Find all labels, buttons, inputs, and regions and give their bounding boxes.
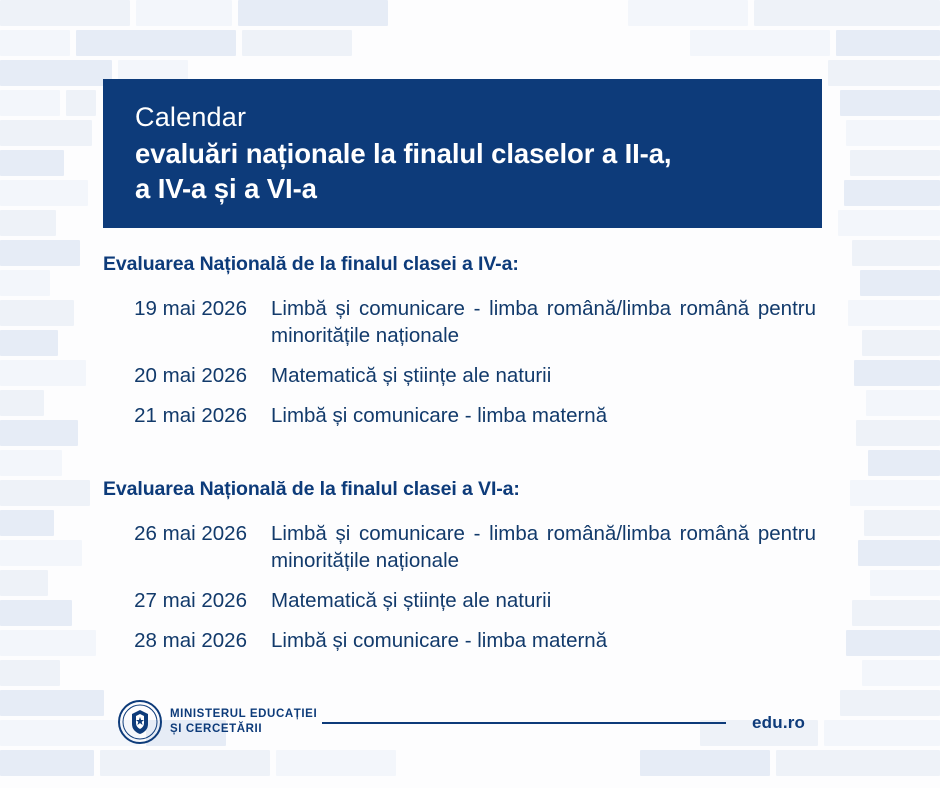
ministry-name xyxy=(170,707,317,738)
website-label[interactable]: edu.ro xyxy=(752,713,806,732)
schedule-row xyxy=(103,295,883,349)
section-clasa-iv xyxy=(103,253,883,429)
banner-title-small: Calendar xyxy=(135,102,247,132)
section-clasa-vi xyxy=(103,478,883,654)
schedule-row xyxy=(103,627,883,654)
exam-date: 26 mai 2026 xyxy=(134,522,247,545)
exam-date: 27 mai 2026 xyxy=(134,589,247,613)
schedule-row xyxy=(103,362,883,389)
exam-subject: Matematică și științe ale naturii xyxy=(271,364,552,388)
exam-subject: Limbă și comunicare - limba română/limba română pentru minoritățile naționale xyxy=(271,297,816,348)
exam-date: 28 mai 2026 xyxy=(134,629,247,653)
schedule-row xyxy=(103,587,883,614)
ministry-name-line2: ȘI CERCETĂRII xyxy=(170,723,263,736)
schedule-list xyxy=(103,295,883,429)
footer xyxy=(0,697,940,757)
exam-date: 20 mai 2026 xyxy=(134,364,247,388)
exam-date: 19 mai 2026 xyxy=(134,297,247,320)
exam-date: 21 mai 2026 xyxy=(134,404,247,428)
schedule-list xyxy=(103,520,883,654)
footer-divider xyxy=(322,722,726,724)
exam-subject: Limbă și comunicare - limba maternă xyxy=(271,629,608,653)
title-banner xyxy=(103,79,822,228)
exam-subject: Matematică și științe ale naturii xyxy=(271,589,552,613)
ministry-crest-icon xyxy=(118,700,162,744)
section-heading: Evaluarea Națională de la finalul clasei a IV-a: xyxy=(103,253,519,275)
banner-title-line3: a IV-a și a VI-a xyxy=(135,173,317,205)
section-heading: Evaluarea Națională de la finalul clasei a VI-a: xyxy=(103,478,520,500)
ministry-name-line1: MINISTERUL EDUCAȚIEI xyxy=(170,708,318,720)
exam-subject: Limbă și comunicare - limba maternă xyxy=(271,404,608,428)
exam-subject: Limbă și comunicare - limba română/limba română pentru minoritățile naționale xyxy=(271,522,816,573)
schedule-row xyxy=(103,402,883,429)
schedule-row xyxy=(103,520,883,574)
banner-title-line2: evaluări naționale la finalul claselor a II-a, xyxy=(135,138,672,170)
